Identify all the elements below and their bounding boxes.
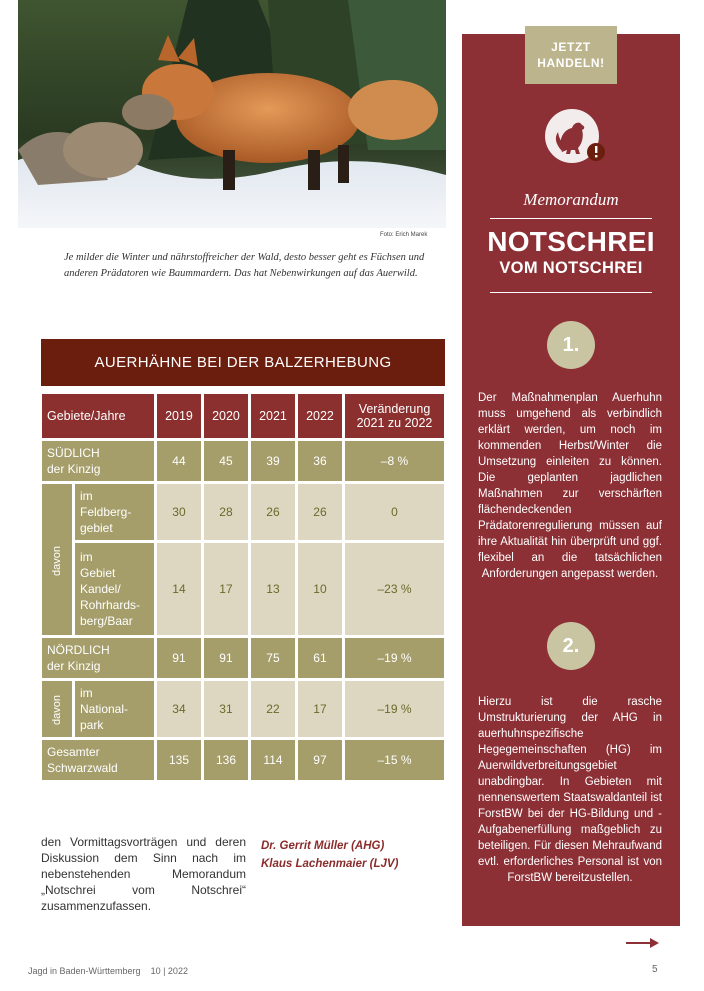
row-label-line: im <box>79 686 93 700</box>
row-label-line: Schwarzwald <box>47 761 118 775</box>
cell-2020: 136 <box>204 740 248 780</box>
point-1-badge: 1. <box>547 321 595 369</box>
table-title: AUERHÄHNE BEI DER BALZERHEBUNG <box>41 339 445 386</box>
header-change-line2: 2021 zu 2022 <box>356 416 433 430</box>
cell-2020: 31 <box>204 681 248 737</box>
row-label-line: im <box>79 550 93 564</box>
row-label <box>75 484 154 540</box>
row-label-line: der Kinzig <box>47 659 101 673</box>
cell-2019: 44 <box>157 441 201 481</box>
cell-2022: 26 <box>298 484 342 540</box>
row-label-line: Rohrhards- <box>79 598 141 612</box>
cell-change: –23 % <box>345 543 444 635</box>
tag-line-1: JETZT <box>551 40 591 54</box>
cell-change: –19 % <box>345 638 444 678</box>
row-label-line: Gebiet <box>79 566 116 580</box>
table-row-feldberg <box>42 484 444 540</box>
cell-2019: 91 <box>157 638 201 678</box>
cell-2021: 75 <box>251 638 295 678</box>
table-row-kandel <box>42 543 444 635</box>
cell-2020: 91 <box>204 638 248 678</box>
page-number: 5 <box>652 964 658 975</box>
row-label <box>75 543 154 635</box>
article-text: den Vormittagsvorträgen und deren Diskussion dem Sinn nach im nebenstehenden Memorandum „Notschrei vom Notschrei“ zusammenzufassen. <box>41 835 246 913</box>
footer <box>28 966 188 976</box>
author-2: Klaus Lachenmaier (LJV) <box>261 858 399 870</box>
cell-2022: 17 <box>298 681 342 737</box>
row-label <box>42 740 154 780</box>
header-2022: 2022 <box>298 394 342 438</box>
point-2-text: Hierzu ist die rasche Umstrukturierung der AHG in auerhuhnspezifische Hegegemeinschaften (HG) im Auerwildverbreitungsgebiet unabdingbar. In Gebieten mit nennenswertem Staatswaldanteil ist ForstBW bei der HG-Bildung und -Aufgabenerfüllung maßgeblich zu beteiligen. Für diesen Mehraufwand evtl. erforderliches Personal ist von ForstBW bereitzustellen. <box>478 696 662 884</box>
tag-line-2: HANDELN! <box>537 56 605 70</box>
table-row-total <box>42 740 444 780</box>
table-row-south <box>42 441 444 481</box>
row-label-line: park <box>79 718 104 732</box>
cell-2021: 26 <box>251 484 295 540</box>
table-row-north <box>42 638 444 678</box>
cell-2021: 22 <box>251 681 295 737</box>
davon-label: davon <box>50 695 63 725</box>
publication-name: Jagd in Baden-Württemberg <box>28 966 141 976</box>
header-2020: 2020 <box>204 394 248 438</box>
table-header-row <box>42 394 444 438</box>
photo-caption: Je milder die Winter und nährstoffreicher der Wald, desto besser geht es Füchsen und anderen Prädatoren wie Baummardern. Das hat Nebenwirkungen auf das Auerwild. <box>64 252 425 279</box>
photo-credit: Foto: Erich Marek <box>380 232 428 238</box>
cell-2021: 13 <box>251 543 295 635</box>
row-label <box>42 638 154 678</box>
cell-2020: 45 <box>204 441 248 481</box>
cell-2019: 135 <box>157 740 201 780</box>
memorandum-label: Memorandum <box>490 190 652 219</box>
authors <box>261 837 398 873</box>
cell-2022: 36 <box>298 441 342 481</box>
cell-2022: 97 <box>298 740 342 780</box>
row-label-line: im <box>79 489 93 503</box>
point-1-text: Der Maßnahmenplan Auerhuhn muss umgehend als verbindlich erklärt werden, um noch im kommenden Herbst/Winter die Umsetzung einleiten zu können. Die geplanten jagdlichen Maßnahmen zur verschärften flächendeckenden Prädatorenregulierung müssen auf ihre Aktualität hin überprüft und ggf. flexibel an die tatsächlichen Anforderungen angepasst werden. <box>478 392 662 580</box>
header-change <box>345 394 444 438</box>
header-areas: Gebiete/Jahre <box>42 394 154 438</box>
row-label-line: der Kinzig <box>47 462 101 476</box>
cell-2022: 10 <box>298 543 342 635</box>
headline-vom-notschrei: VOM NOTSCHREI <box>499 259 643 277</box>
fox-photo <box>18 0 446 228</box>
cell-2019: 34 <box>157 681 201 737</box>
cell-2021: 39 <box>251 441 295 481</box>
davon-cell <box>42 681 72 737</box>
cell-change: –8 % <box>345 441 444 481</box>
header-2021: 2021 <box>251 394 295 438</box>
cell-change: 0 <box>345 484 444 540</box>
headline-notschrei: NOTSCHREI <box>487 226 655 257</box>
cell-2019: 14 <box>157 543 201 635</box>
cell-2020: 28 <box>204 484 248 540</box>
capercaillie-warning-icon <box>544 108 606 170</box>
fox-in-snow-image <box>18 0 446 228</box>
cell-2019: 30 <box>157 484 201 540</box>
row-label-line: berg/Baar <box>79 614 133 628</box>
header-2019: 2019 <box>157 394 201 438</box>
issue-number: 10 | 2022 <box>150 966 188 976</box>
row-label-line: gebiet <box>79 521 113 535</box>
row-label-line: Gesamter <box>47 745 100 759</box>
davon-cell <box>42 484 72 635</box>
header-change-line1: Veränderung <box>358 402 431 416</box>
cell-change: –19 % <box>345 681 444 737</box>
divider <box>490 292 652 293</box>
point-2-badge: 2. <box>547 622 595 670</box>
row-label <box>75 681 154 737</box>
cell-2021: 114 <box>251 740 295 780</box>
census-table <box>39 391 447 783</box>
cell-2020: 17 <box>204 543 248 635</box>
row-label <box>42 441 154 481</box>
row-label-line: Feldberg- <box>79 505 132 519</box>
call-to-action-tag <box>525 26 617 84</box>
row-label-line: Kandel/ <box>79 582 121 596</box>
davon-label: davon <box>50 545 63 576</box>
row-label-line: National- <box>79 702 129 716</box>
cell-2022: 61 <box>298 638 342 678</box>
row-label-line: SÜDLICH <box>47 446 100 460</box>
author-1: Dr. Gerrit Müller (AHG) <box>261 840 385 852</box>
row-label-line: NÖRDLICH <box>47 643 110 657</box>
continue-arrow-icon <box>626 936 660 955</box>
cell-change: –15 % <box>345 740 444 780</box>
table-row-nationalpark <box>42 681 444 737</box>
